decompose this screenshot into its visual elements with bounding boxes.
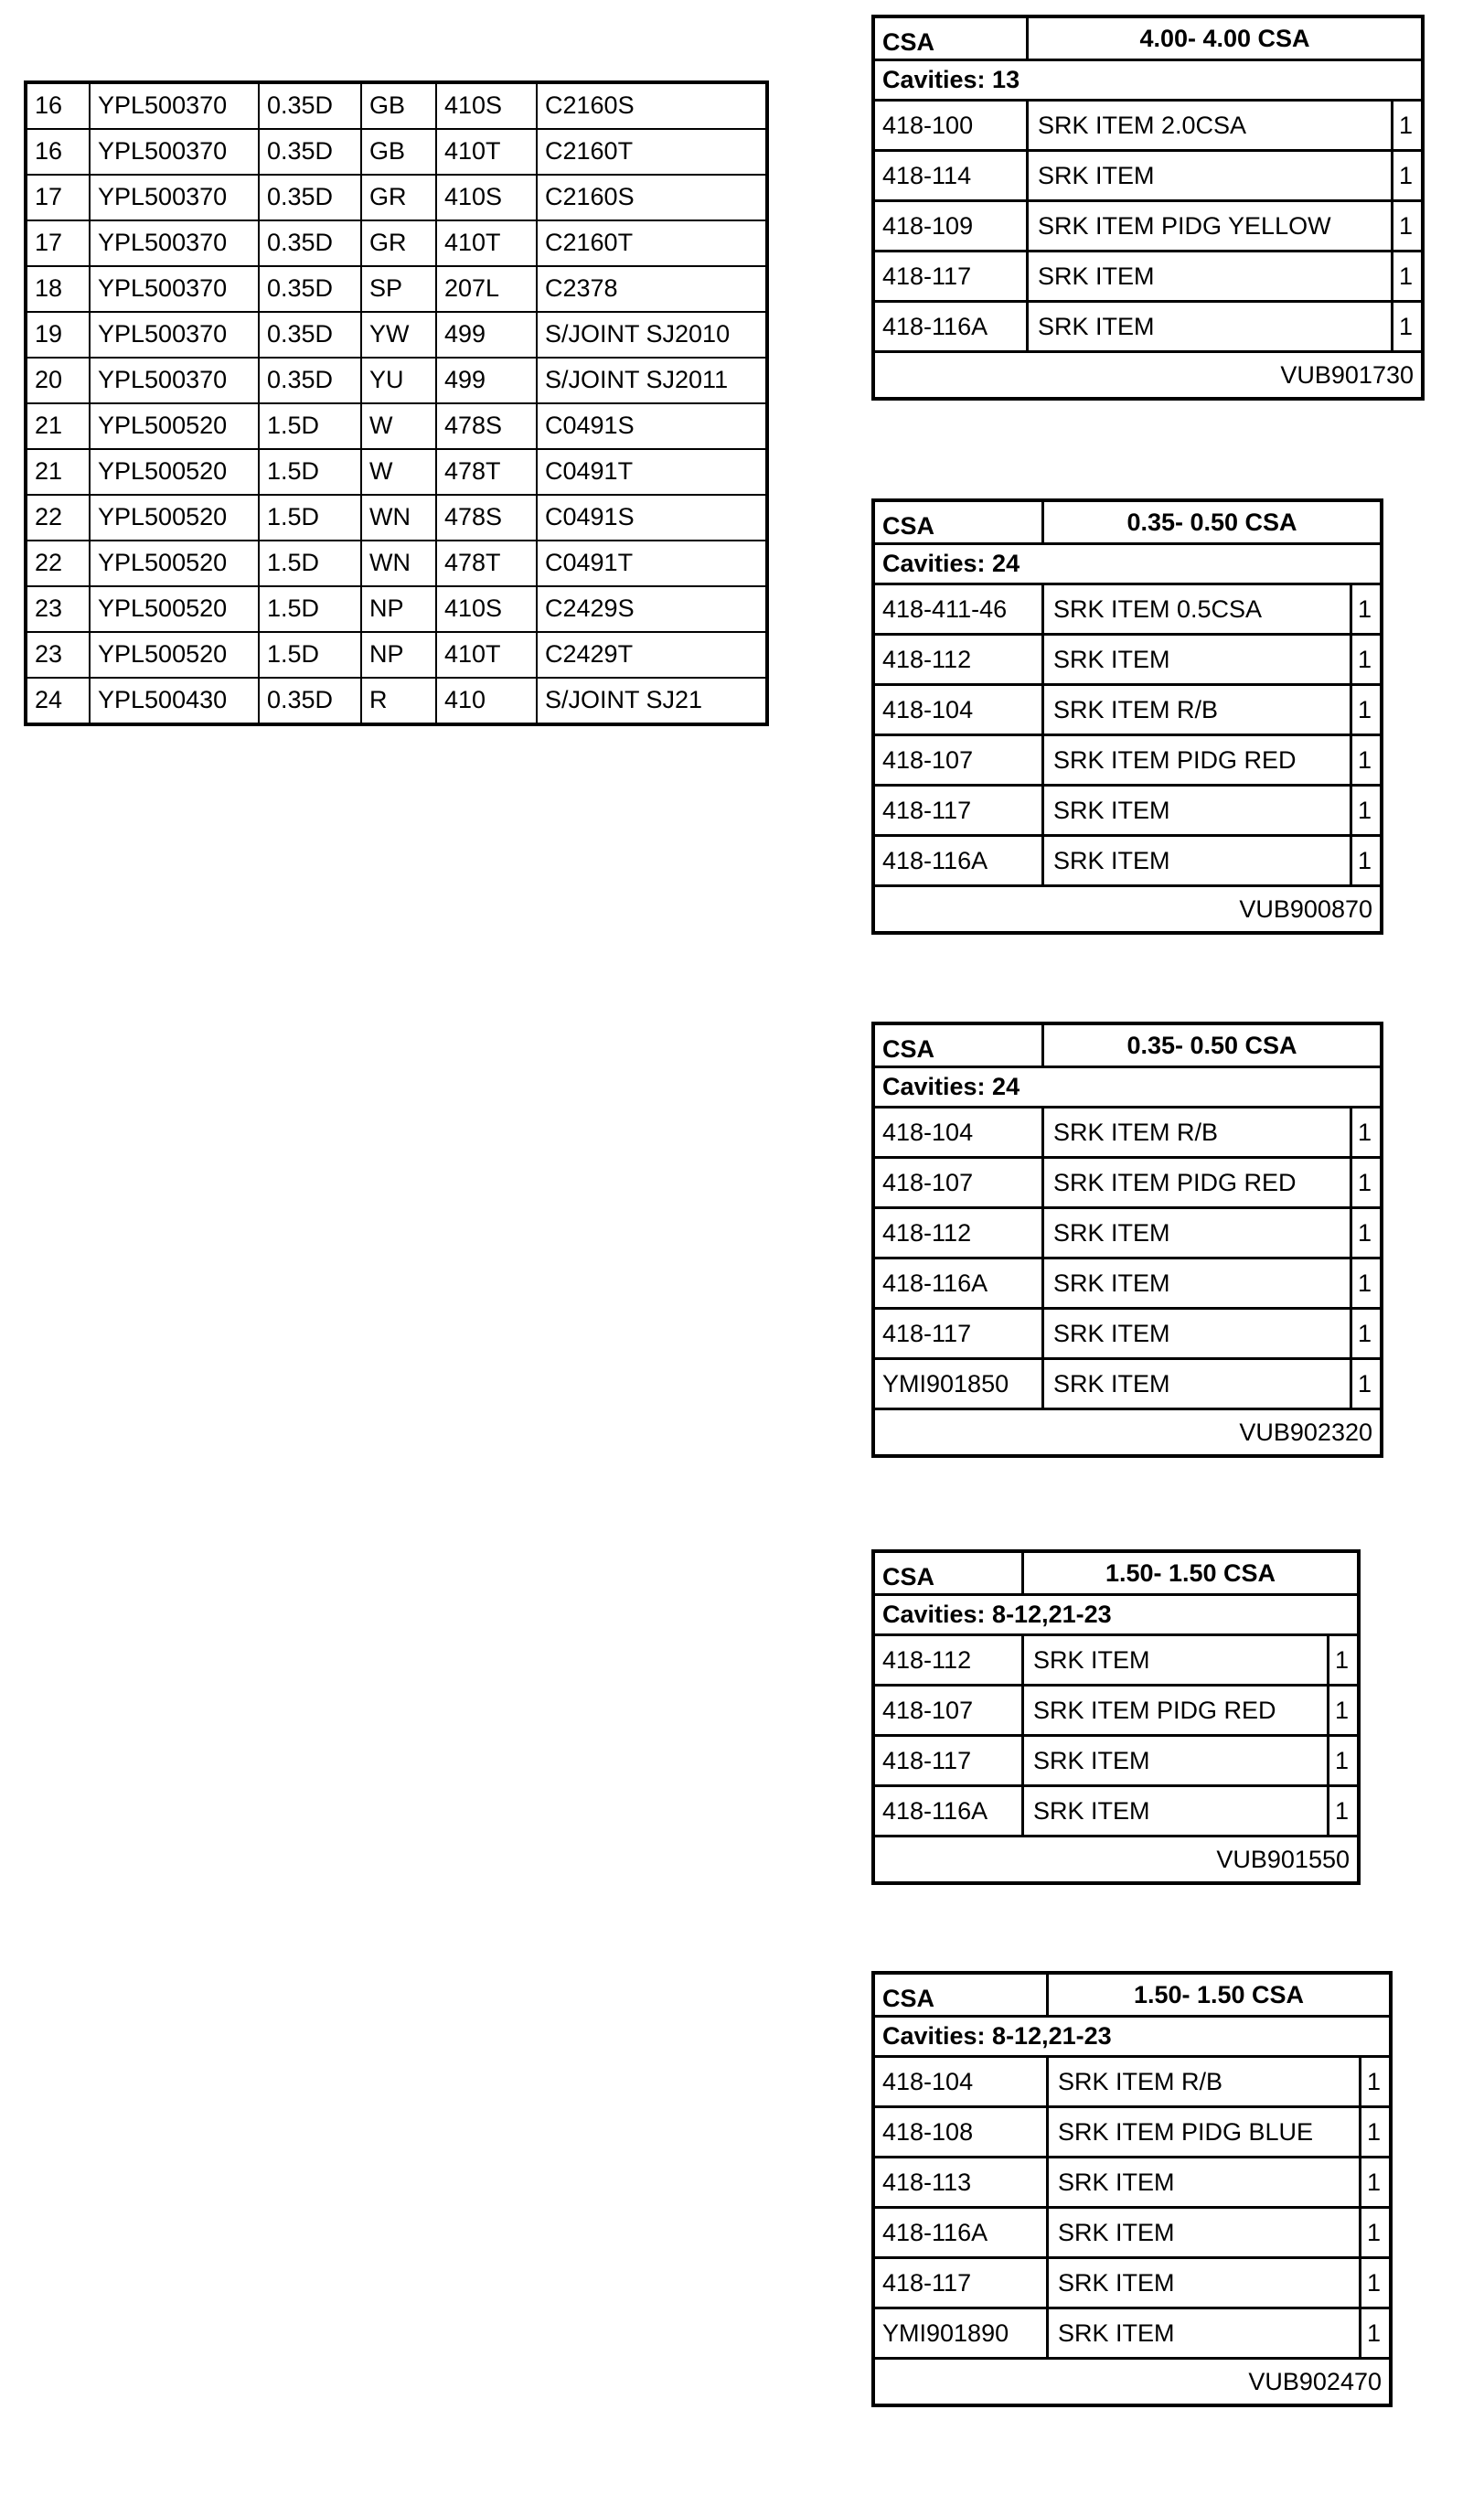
wire-size: 0.35D: [259, 175, 361, 220]
item-code: 418-116A: [875, 2209, 1049, 2259]
wire-size: 0.35D: [259, 312, 361, 358]
list-item: [875, 2309, 1389, 2360]
wire-no: 20: [26, 358, 90, 403]
wire-part-number: YPL500370: [90, 82, 259, 129]
item-description: SRK ITEM: [1024, 1787, 1329, 1837]
wire-no: 23: [26, 632, 90, 678]
wire-cavity: 410T: [436, 632, 537, 678]
wire-size: 0.35D: [259, 678, 361, 724]
wire-size: 1.5D: [259, 632, 361, 678]
item-code: 418-112: [875, 1636, 1024, 1687]
item-quantity: 1: [1393, 202, 1421, 252]
connector-block: [871, 498, 1383, 935]
wire-color: GR: [361, 175, 436, 220]
item-quantity: 1: [1352, 1310, 1380, 1360]
wire-no: 22: [26, 541, 90, 586]
wire-part-number: YPL500430: [90, 678, 259, 724]
wire-no: 16: [26, 129, 90, 175]
wire-no: 19: [26, 312, 90, 358]
wire-no: 23: [26, 586, 90, 632]
table-row: [26, 678, 767, 724]
table-row: [26, 312, 767, 358]
item-description: SRK ITEM PIDG RED: [1024, 1687, 1329, 1737]
item-quantity: 1: [1329, 1636, 1357, 1687]
wire-size: 1.5D: [259, 403, 361, 449]
wire-cavity: 410T: [436, 129, 537, 175]
item-description: SRK ITEM PIDG RED: [1044, 1159, 1352, 1209]
item-quantity: 1: [1352, 837, 1380, 887]
item-code: 418-107: [875, 1159, 1044, 1209]
csa-range-label: 1.50- 1.50 CSA: [1105, 1558, 1276, 1587]
wire-cavity: 499: [436, 312, 537, 358]
item-code: 418-117: [875, 787, 1044, 837]
wire-color: R: [361, 678, 436, 724]
item-quantity: 1: [1352, 1209, 1380, 1259]
item-description: SRK ITEM: [1049, 2209, 1361, 2259]
connector-item-list: [875, 2058, 1389, 2360]
wire-color: NP: [361, 586, 436, 632]
item-code: 418-107: [875, 1687, 1024, 1737]
item-quantity: 1: [1393, 303, 1421, 353]
connector-part-number: VUB900870: [1239, 894, 1372, 923]
table-row: [26, 541, 767, 586]
wire-cavity: 478S: [436, 495, 537, 541]
wire-color: YU: [361, 358, 436, 403]
cavities-label: Cavities: 13: [875, 61, 1421, 102]
connector-block: [871, 15, 1425, 401]
csa-range-label: 4.00- 4.00 CSA: [1139, 24, 1310, 52]
list-item: [875, 2259, 1389, 2309]
item-quantity: 1: [1361, 2309, 1389, 2360]
connector-part-number: VUB901730: [1280, 360, 1414, 389]
item-quantity: 1: [1329, 1687, 1357, 1737]
item-description: SRK ITEM R/B: [1044, 1108, 1352, 1159]
item-description: SRK ITEM PIDG YELLOW: [1029, 202, 1393, 252]
wire-size: 1.5D: [259, 495, 361, 541]
wire-no: 16: [26, 82, 90, 129]
table-row: [26, 175, 767, 220]
csa-range-label: 1.50- 1.50 CSA: [1133, 1980, 1305, 2008]
item-description: SRK ITEM: [1044, 787, 1352, 837]
cavities-label: Cavities: 24: [875, 545, 1380, 585]
item-quantity: 1: [1352, 585, 1380, 636]
connector-block-header: [875, 1553, 1357, 1596]
item-code: YMI901850: [875, 1360, 1044, 1410]
table-row: [26, 358, 767, 403]
connector-block: [871, 1022, 1383, 1458]
wire-part-number: YPL500520: [90, 449, 259, 495]
item-description: SRK ITEM PIDG RED: [1044, 736, 1352, 787]
connector-part-number: VUB901550: [1216, 1845, 1350, 1873]
connector-item-list: [875, 1636, 1357, 1837]
item-description: SRK ITEM: [1049, 2259, 1361, 2309]
csa-label: CSA: [875, 18, 1029, 59]
item-description: SRK ITEM PIDG BLUE: [1049, 2108, 1361, 2158]
wire-color: NP: [361, 632, 436, 678]
wire-description: C2429S: [537, 586, 767, 632]
item-code: 418-100: [875, 102, 1029, 152]
connector-item-list: [875, 585, 1380, 887]
connector-block-header: [875, 1975, 1389, 2018]
wire-color: WN: [361, 495, 436, 541]
list-item: [875, 303, 1421, 353]
item-quantity: 1: [1352, 1108, 1380, 1159]
wire-color: W: [361, 403, 436, 449]
connector-block: [871, 1971, 1393, 2407]
wire-color: GB: [361, 82, 436, 129]
wire-part-number: YPL500370: [90, 266, 259, 312]
connector-block-header: [875, 1025, 1380, 1068]
csa-label: CSA: [875, 1553, 1024, 1593]
wire-size: 0.35D: [259, 82, 361, 129]
wire-color: YW: [361, 312, 436, 358]
table-row: [26, 586, 767, 632]
list-item: [875, 686, 1380, 736]
wire-description: S/JOINT SJ2011: [537, 358, 767, 403]
item-quantity: 1: [1352, 787, 1380, 837]
table-row: [26, 220, 767, 266]
item-quantity: 1: [1352, 736, 1380, 787]
wire-color: GR: [361, 220, 436, 266]
wire-size: 0.35D: [259, 266, 361, 312]
table-row: [26, 632, 767, 678]
item-description: SRK ITEM R/B: [1044, 686, 1352, 736]
connector-block-header: [875, 502, 1380, 545]
item-quantity: 1: [1329, 1787, 1357, 1837]
item-description: SRK ITEM 2.0CSA: [1029, 102, 1393, 152]
wire-part-number: YPL500370: [90, 129, 259, 175]
list-item: [875, 1636, 1357, 1687]
list-item: [875, 1209, 1380, 1259]
wire-part-number: YPL500370: [90, 175, 259, 220]
item-code: 418-107: [875, 736, 1044, 787]
wire-size: 0.35D: [259, 129, 361, 175]
wire-description: C2378: [537, 266, 767, 312]
wire-description: C2160T: [537, 129, 767, 175]
list-item: [875, 202, 1421, 252]
connector-item-list: [875, 1108, 1380, 1410]
wire-color: GB: [361, 129, 436, 175]
item-quantity: 1: [1393, 152, 1421, 202]
wire-no: 21: [26, 403, 90, 449]
item-description: SRK ITEM: [1049, 2309, 1361, 2360]
list-item: [875, 2058, 1389, 2108]
wire-description: C0491T: [537, 541, 767, 586]
item-quantity: 1: [1352, 636, 1380, 686]
item-quantity: 1: [1361, 2108, 1389, 2158]
item-quantity: 1: [1361, 2209, 1389, 2259]
item-description: SRK ITEM 0.5CSA: [1044, 585, 1352, 636]
list-item: [875, 1787, 1357, 1837]
wire-description: S/JOINT SJ2010: [537, 312, 767, 358]
item-code: 418-109: [875, 202, 1029, 252]
cavities-label: Cavities: 8-12,21-23: [875, 2018, 1389, 2058]
item-code: 418-108: [875, 2108, 1049, 2158]
wire-no: 21: [26, 449, 90, 495]
item-code: 418-116A: [875, 837, 1044, 887]
list-item: [875, 252, 1421, 303]
wire-part-number: YPL500370: [90, 358, 259, 403]
wire-cavity: 410S: [436, 82, 537, 129]
connector-block-header: [875, 18, 1421, 61]
item-code: 418-114: [875, 152, 1029, 202]
item-code: 418-113: [875, 2158, 1049, 2209]
wire-list-table: [24, 80, 769, 726]
item-code: 418-112: [875, 636, 1044, 686]
connector-part-number: VUB902470: [1248, 2367, 1382, 2395]
list-item: [875, 2158, 1389, 2209]
item-description: SRK ITEM: [1049, 2158, 1361, 2209]
list-item: [875, 636, 1380, 686]
wire-description: S/JOINT SJ21: [537, 678, 767, 724]
wire-description: C2429T: [537, 632, 767, 678]
wire-cavity: 207L: [436, 266, 537, 312]
wire-cavity: 410T: [436, 220, 537, 266]
item-code: YMI901890: [875, 2309, 1049, 2360]
wire-color: W: [361, 449, 436, 495]
wire-size: 0.35D: [259, 358, 361, 403]
wire-no: 24: [26, 678, 90, 724]
wire-part-number: YPL500370: [90, 312, 259, 358]
item-code: 418-104: [875, 686, 1044, 736]
wire-no: 17: [26, 175, 90, 220]
wire-description: C2160S: [537, 175, 767, 220]
table-row: [26, 495, 767, 541]
cavities-label: Cavities: 8-12,21-23: [875, 1596, 1357, 1636]
item-code: 418-116A: [875, 1787, 1024, 1837]
wire-cavity: 478S: [436, 403, 537, 449]
connector-block: [871, 1549, 1361, 1885]
wire-no: 22: [26, 495, 90, 541]
item-quantity: 1: [1329, 1737, 1357, 1787]
wire-part-number: YPL500520: [90, 403, 259, 449]
item-code: 418-104: [875, 1108, 1044, 1159]
wire-cavity: 410S: [436, 175, 537, 220]
item-description: SRK ITEM: [1044, 1310, 1352, 1360]
wire-part-number: YPL500520: [90, 632, 259, 678]
item-quantity: 1: [1352, 686, 1380, 736]
item-code: 418-116A: [875, 1259, 1044, 1310]
wire-no: 18: [26, 266, 90, 312]
item-quantity: 1: [1393, 252, 1421, 303]
item-description: SRK ITEM: [1029, 303, 1393, 353]
wire-size: 1.5D: [259, 586, 361, 632]
table-row: [26, 266, 767, 312]
list-item: [875, 1360, 1380, 1410]
connector-part-number: VUB902320: [1239, 1418, 1372, 1446]
item-code: 418-117: [875, 1310, 1044, 1360]
wire-color: SP: [361, 266, 436, 312]
wire-cavity: 410: [436, 678, 537, 724]
item-quantity: 1: [1361, 2158, 1389, 2209]
csa-range-label: 0.35- 0.50 CSA: [1126, 508, 1297, 536]
connector-item-list: [875, 102, 1421, 353]
csa-label: CSA: [875, 502, 1044, 542]
list-item: [875, 2209, 1389, 2259]
wire-cavity: 499: [436, 358, 537, 403]
wire-size: 1.5D: [259, 541, 361, 586]
table-row: [26, 82, 767, 129]
wire-part-number: YPL500520: [90, 541, 259, 586]
table-row: [26, 403, 767, 449]
item-code: 418-117: [875, 252, 1029, 303]
wire-size: 1.5D: [259, 449, 361, 495]
item-description: SRK ITEM: [1029, 152, 1393, 202]
wire-list-body: [26, 82, 767, 724]
wire-description: C2160S: [537, 82, 767, 129]
wire-description: C0491S: [537, 495, 767, 541]
list-item: [875, 1310, 1380, 1360]
list-item: [875, 1687, 1357, 1737]
item-code: 418-117: [875, 1737, 1024, 1787]
list-item: [875, 102, 1421, 152]
item-quantity: 1: [1393, 102, 1421, 152]
item-code: 418-104: [875, 2058, 1049, 2108]
item-quantity: 1: [1352, 1360, 1380, 1410]
item-description: SRK ITEM: [1044, 1259, 1352, 1310]
csa-range-label: 0.35- 0.50 CSA: [1126, 1031, 1297, 1059]
list-item: [875, 787, 1380, 837]
csa-label: CSA: [875, 1025, 1044, 1066]
wire-part-number: YPL500520: [90, 586, 259, 632]
wire-color: WN: [361, 541, 436, 586]
item-description: SRK ITEM: [1044, 1209, 1352, 1259]
item-quantity: 1: [1352, 1259, 1380, 1310]
item-description: SRK ITEM: [1044, 636, 1352, 686]
item-description: SRK ITEM: [1044, 837, 1352, 887]
list-item: [875, 2108, 1389, 2158]
item-description: SRK ITEM R/B: [1049, 2058, 1361, 2108]
list-item: [875, 585, 1380, 636]
wire-description: C0491T: [537, 449, 767, 495]
list-item: [875, 1259, 1380, 1310]
wire-no: 17: [26, 220, 90, 266]
cavities-label: Cavities: 24: [875, 1068, 1380, 1108]
wire-cavity: 410S: [436, 586, 537, 632]
wire-size: 0.35D: [259, 220, 361, 266]
item-description: SRK ITEM: [1024, 1737, 1329, 1787]
item-code: 418-117: [875, 2259, 1049, 2309]
item-code: 418-116A: [875, 303, 1029, 353]
list-item: [875, 1737, 1357, 1787]
item-quantity: 1: [1361, 2058, 1389, 2108]
item-quantity: 1: [1352, 1159, 1380, 1209]
list-item: [875, 837, 1380, 887]
item-description: SRK ITEM: [1044, 1360, 1352, 1410]
table-row: [26, 449, 767, 495]
item-code: 418-112: [875, 1209, 1044, 1259]
list-item: [875, 1159, 1380, 1209]
csa-label: CSA: [875, 1975, 1049, 2015]
list-item: [875, 152, 1421, 202]
wire-part-number: YPL500370: [90, 220, 259, 266]
item-description: SRK ITEM: [1024, 1636, 1329, 1687]
wire-cavity: 478T: [436, 541, 537, 586]
wire-part-number: YPL500520: [90, 495, 259, 541]
wire-description: C2160T: [537, 220, 767, 266]
list-item: [875, 1108, 1380, 1159]
item-description: SRK ITEM: [1029, 252, 1393, 303]
item-code: 418-411-46: [875, 585, 1044, 636]
list-item: [875, 736, 1380, 787]
wire-description: C0491S: [537, 403, 767, 449]
item-quantity: 1: [1361, 2259, 1389, 2309]
wire-cavity: 478T: [436, 449, 537, 495]
table-row: [26, 129, 767, 175]
